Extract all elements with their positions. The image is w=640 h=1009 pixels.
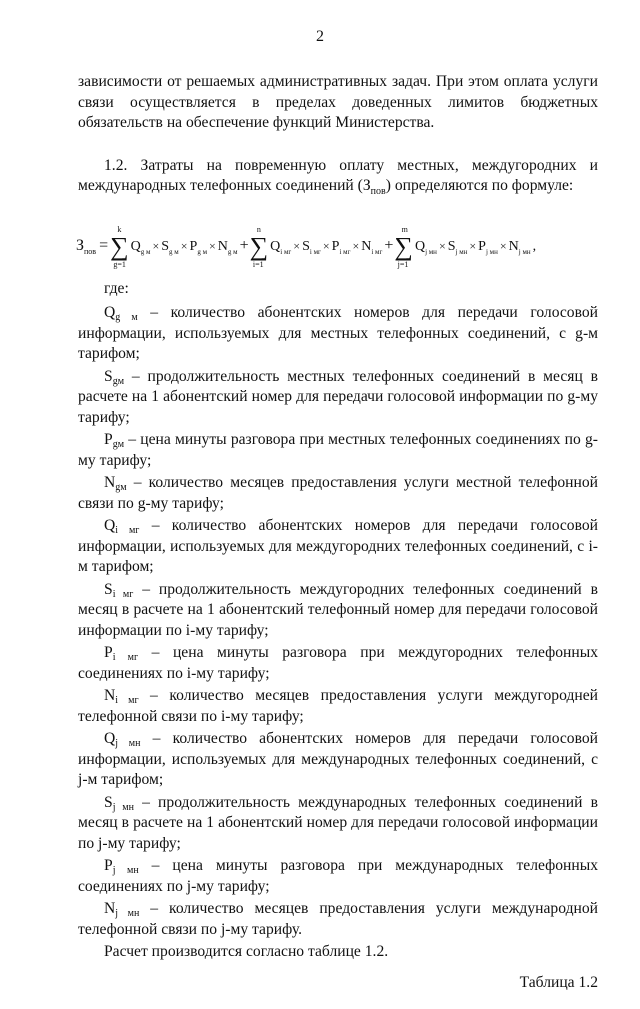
definition-item	[78, 686, 598, 727]
formula-plus: +	[384, 236, 394, 254]
formula-times: ×	[322, 238, 330, 253]
definition-item	[78, 516, 598, 578]
definition-item	[78, 580, 598, 642]
sigma-lower-limit: g=1	[113, 259, 126, 269]
sigma-symbol: ∑	[394, 231, 413, 261]
sigma-lower-limit: j=1	[397, 259, 409, 269]
formula-variable-sub: i мг	[280, 247, 292, 256]
formula-variable: S	[161, 238, 170, 254]
definitions-list	[78, 303, 598, 940]
section-paragraph-text: 1.2. Затраты на повременную оплату местных, междугородних и международных телефонных соединений (З	[78, 156, 598, 194]
definition-text: – количество месяцев предоставления услуги местной телефонной связи по g-му тарифу;	[78, 474, 598, 512]
definition-text: – количество абонентских номеров для передачи голосовой информации, используемых для междугородних телефонных соединений, с i-м тарифом;	[78, 517, 599, 576]
sigma-upper-limit: m	[401, 224, 408, 234]
definition-text: – количество месяцев предоставления услуги междугородней телефонной связи по i-му тарифу;	[78, 687, 598, 725]
definition-item	[78, 643, 598, 684]
page-content	[78, 72, 598, 1009]
section-paragraph	[78, 156, 598, 203]
formula-variable: P	[189, 238, 198, 254]
calc-note: Расчет производится согласно таблице 1.2.	[104, 943, 389, 961]
definition-subscript: j мн	[112, 801, 134, 813]
table-label: Таблица 1.2	[519, 973, 598, 991]
formula-variable-sub: i мг	[371, 247, 383, 256]
formula-variable: Q	[270, 238, 281, 254]
formula-times: ×	[469, 238, 477, 253]
definition-subscript: j мн	[112, 865, 139, 877]
definition-symbol: Q	[104, 304, 116, 322]
formula-variable-sub: j мн	[518, 247, 531, 256]
formula-times: ×	[180, 238, 188, 253]
definition-symbol: N	[104, 687, 116, 705]
definition-subscript: i мг	[115, 525, 140, 537]
where-label: где:	[104, 279, 129, 297]
intro-paragraph: зависимости от решаемых административных задач. При этом оплата услуги связи осуществляется в пределах доведенных лимитов бюджетных обязательств на обеспечение функций Министерства.	[78, 73, 598, 131]
section-paragraph-end: ) определяются по формуле:	[385, 177, 574, 194]
formula-end: ,	[532, 238, 537, 254]
definition-item	[78, 430, 598, 471]
definition-text: – количество абонентских номеров для передачи голосовой информации, используемых для международных телефонных соединений, с j-м тарифом;	[78, 730, 599, 789]
formula-variable-sub: i мг	[339, 247, 351, 256]
formula-variable: P	[478, 238, 486, 254]
definition-subscript: i мг	[112, 652, 139, 664]
formula-lhs-sub: пов	[84, 246, 97, 256]
cost-formula	[74, 217, 600, 275]
definition-subscript: j мн	[115, 908, 140, 920]
formula-variable: N	[361, 238, 372, 254]
section-paragraph-sub: пов	[370, 186, 386, 198]
definition-symbol: S	[104, 367, 113, 385]
sigma-upper-limit: n	[256, 224, 261, 234]
formula-variable-sub: g м	[227, 247, 238, 256]
definition-symbol: Q	[104, 730, 116, 748]
sigma-symbol: ∑	[110, 231, 129, 261]
definition-subscript: i мг	[112, 588, 134, 600]
formula-times: ×	[293, 238, 301, 253]
paragraph-gap	[78, 134, 598, 156]
definition-text: – количество месяцев предоставления услуги международной телефонной связи по j-му тарифу.	[78, 900, 598, 938]
formula-variable-sub: j мн	[485, 247, 498, 256]
definition-symbol: P	[104, 644, 113, 662]
definition-symbol: S	[104, 580, 113, 598]
formula-svg	[74, 217, 600, 275]
formula-equals: =	[99, 236, 109, 254]
sigma-upper-limit: k	[117, 224, 122, 234]
definition-symbol: N	[104, 900, 116, 918]
definition-text: – цена минуты разговора при международных телефонных соединениях по j-му тарифу;	[78, 857, 598, 895]
definition-text: – количество абонентских номеров для передачи голосовой информации, используемых для местных телефонных соединений, с g-м тарифом;	[78, 304, 598, 363]
definition-symbol: P	[104, 857, 113, 875]
formula-variable-sub: j мн	[455, 247, 468, 256]
formula-variable-sub: j мн	[425, 247, 437, 256]
definition-item	[78, 729, 598, 791]
formula-variable: P	[331, 238, 340, 254]
formula-times: ×	[209, 238, 216, 253]
definition-text: – цена минуты разговора при междугородних телефонных соединениях по i-му тарифу;	[78, 644, 598, 682]
definition-symbol: S	[104, 793, 113, 811]
page-number: 2	[316, 28, 324, 45]
definition-text: – продолжительность междугородних телефонных соединений в месяц в расчете на 1 абонентский телефонный номер для передачи голосовой информации по i-му тарифу;	[78, 580, 598, 639]
formula-variable-sub: g м	[169, 247, 179, 256]
definition-subscript: gм	[115, 482, 127, 494]
formula-variable: S	[302, 238, 310, 254]
formula-times: ×	[438, 238, 446, 253]
formula-times: ×	[352, 238, 360, 253]
formula-variable-sub: i мг	[309, 247, 321, 256]
sigma-symbol: ∑	[249, 231, 269, 261]
formula-variable: N	[508, 238, 519, 254]
formula-plus: +	[239, 236, 249, 254]
definition-subscript: j мн	[115, 738, 141, 750]
definition-subscript: i мг	[115, 695, 139, 707]
definition-subscript: gм	[112, 439, 125, 451]
definition-item	[78, 899, 598, 940]
definition-item	[78, 473, 598, 514]
definition-item	[78, 856, 598, 897]
formula-variable: S	[447, 238, 456, 254]
formula-variable-sub: g м	[197, 247, 207, 256]
definition-item	[78, 793, 598, 855]
formula-times: ×	[152, 238, 160, 253]
definition-subscript: g м	[115, 312, 138, 324]
definition-symbol: P	[104, 431, 113, 449]
formula-times: ×	[499, 238, 507, 253]
formula-variable: N	[217, 238, 228, 254]
definition-item	[78, 303, 598, 365]
definition-subscript: gм	[112, 375, 125, 387]
formula-variable-sub: g м	[140, 247, 151, 256]
definition-symbol: Q	[104, 517, 116, 535]
definition-symbol: N	[104, 474, 116, 492]
definition-text: – цена минуты разговора при местных телефонных соединениях по g-му тарифу;	[78, 431, 598, 469]
definition-text: – продолжительность местных телефонных соединений в месяц в расчете на 1 абонентский номер для передачи голосовой информации по g-му тарифу;	[78, 367, 598, 426]
formula-variable: Q	[414, 238, 426, 254]
formula-variable: Q	[130, 238, 141, 254]
sigma-lower-limit: i=1	[252, 259, 264, 269]
formula-lhs: З	[76, 236, 85, 254]
definition-item	[78, 367, 598, 429]
definition-text: – продолжительность международных телефонных соединений в месяц в расчете на 1 абонентский номер для передачи голосовой информации по j-му тарифу;	[78, 793, 598, 852]
